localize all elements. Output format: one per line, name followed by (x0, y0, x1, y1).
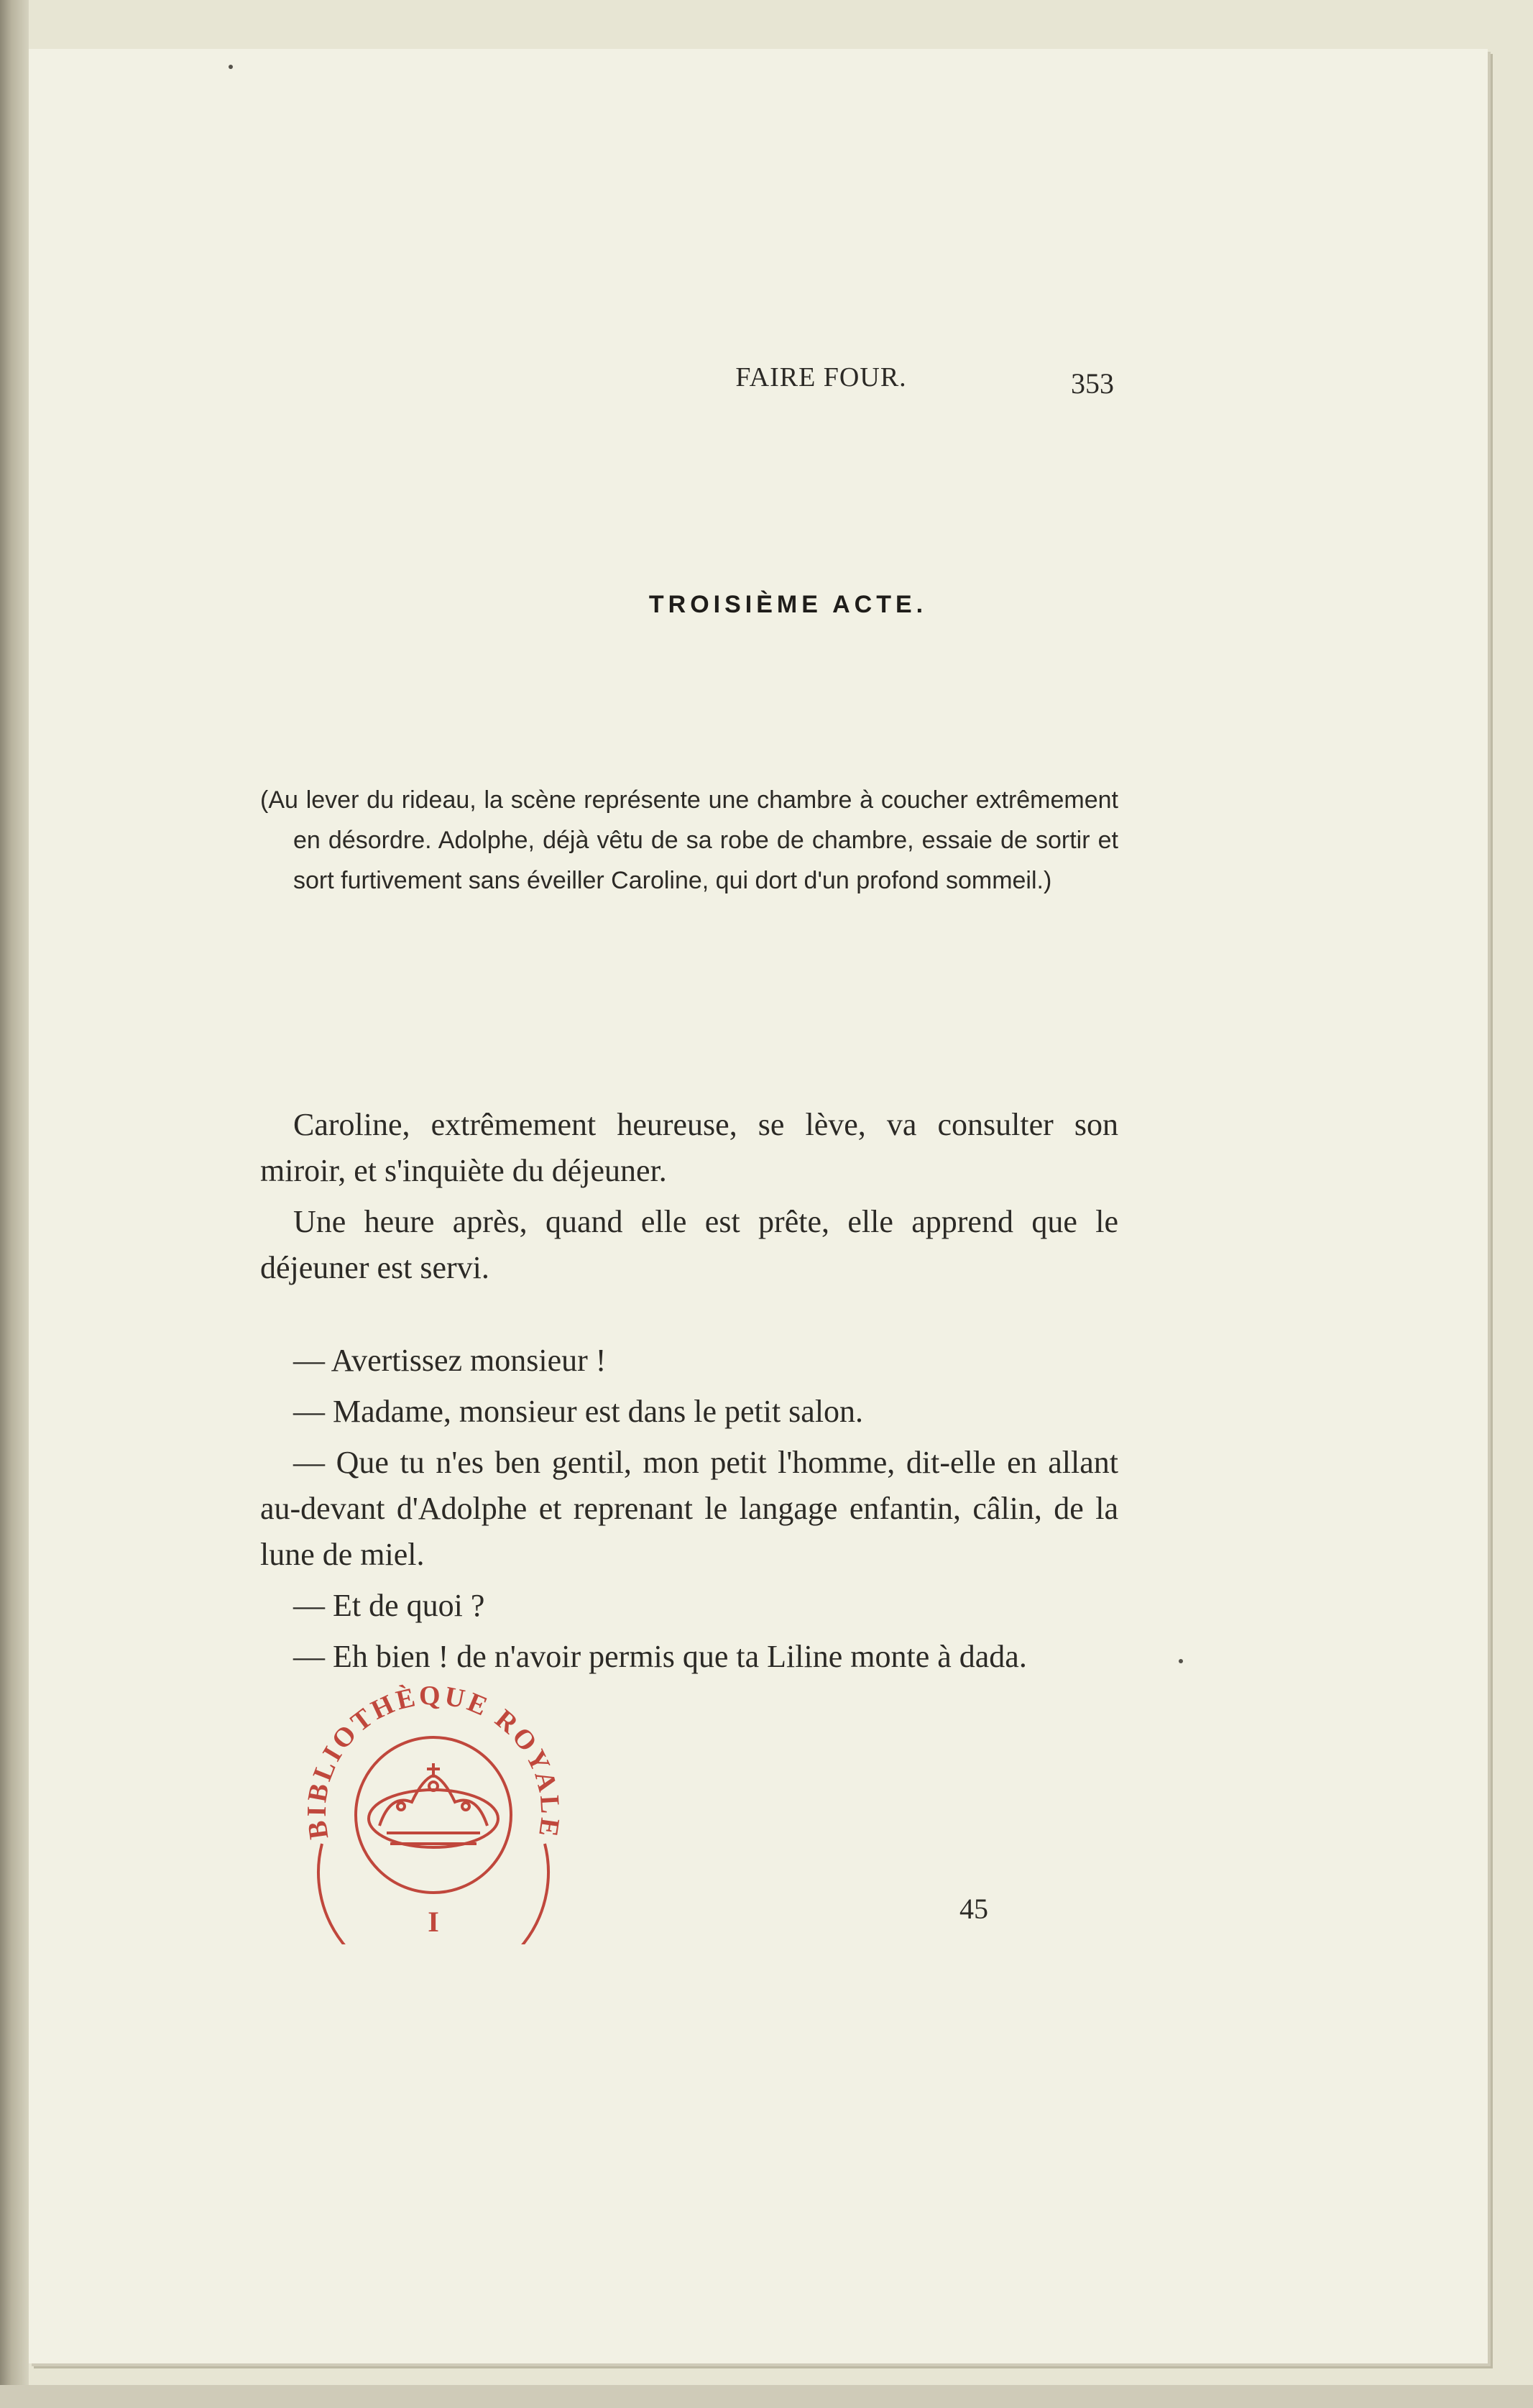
scan-bottom-edge (0, 2385, 1533, 2408)
act-heading-text: TROISIÈME ACTE. (648, 591, 928, 618)
crown-icon (369, 1763, 498, 1847)
paragraph: Une heure après, quand elle est prête, elle apprend que le déjeuner est servi. (260, 1204, 1118, 1285)
stamp-mark: I (428, 1906, 439, 1938)
paragraph: Caroline, extrêmement heureuse, se lève, va consulter son miroir, et s'inquiète du déjeuner. (260, 1107, 1118, 1188)
dialogue-line: — Que tu n'es ben gentil, mon petit l'homme, dit-elle en allant au-devant d'Adolphe et reprenant le langage enfantin, câlin, de la lune de miel. (260, 1445, 1118, 1572)
dialogue-line: — Avertissez monsieur ! (293, 1343, 607, 1378)
dialogue-line: — Eh bien ! de n'avoir permis que ta Liline monte à dada. (293, 1639, 1027, 1674)
running-title (0, 362, 1533, 393)
stamp-text (302, 1681, 566, 1842)
running-title-text: FAIRE FOUR. (735, 362, 907, 392)
signature-number: 45 (959, 1893, 988, 1925)
body-text (260, 1102, 1118, 1680)
page-number: 353 (1071, 367, 1114, 400)
dialogue-line: — Et de quoi ? (293, 1588, 485, 1623)
act-heading (0, 591, 1533, 619)
stamp-inner-ring (356, 1737, 511, 1893)
ink-speck (229, 65, 233, 69)
dialogue-line: — Madame, monsieur est dans le petit salon. (293, 1394, 864, 1429)
stage-direction: (Au lever du rideau, la scène représente une chambre à coucher extrêmement en désordre. Adolphe, déjà vêtu de sa robe de chambre, essaie de sortir et sort furtivement sans éveiller Caroline, qui dort d'un profond sommeil.) (260, 786, 1118, 894)
ink-speck (1179, 1659, 1183, 1663)
stamp-text-path: BIBLIOTHÈQUE ROYALE (301, 1680, 566, 1842)
library-stamp (293, 1678, 574, 1944)
